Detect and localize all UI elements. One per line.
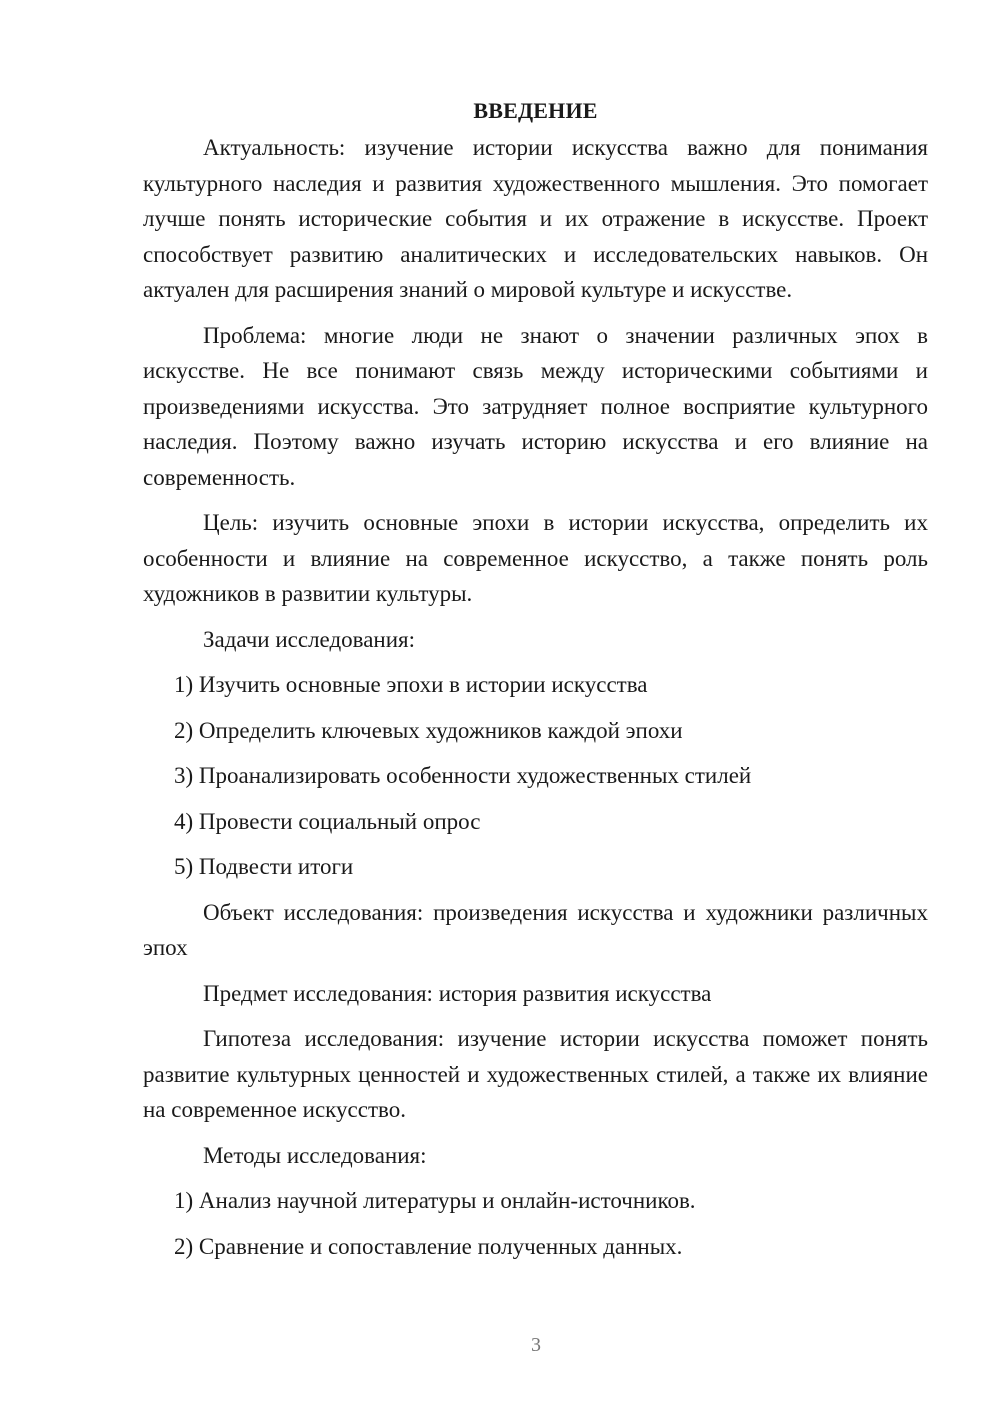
methods-label: Методы исследования:: [203, 1142, 427, 1168]
method-item: 1) Анализ научной литературы и онлайн-источников.: [174, 1188, 696, 1213]
tasks-list: [143, 667, 928, 885]
page-number: 3: [531, 1334, 541, 1356]
method-item: 2) Сравнение и сопоставление полученных данных.: [174, 1233, 683, 1259]
object-paragraph: Объект исследования: произведения искусства и художники различных эпох: [143, 899, 928, 960]
task-item: 3) Проанализировать особенности художественных стилей: [174, 763, 752, 788]
page-heading: ВВЕДЕНИЕ: [473, 98, 598, 123]
task-item: 2) Определить ключевых художников каждой эпохи: [174, 717, 683, 743]
task-item: 5) Подвести итоги: [174, 854, 354, 879]
tasks-label: Задачи исследования:: [203, 626, 416, 652]
goal-paragraph: Цель: изучить основные эпохи в истории искусства, определить их особенности и влияние на современное искусство, а также понять роль художников в развитии культуры.: [143, 510, 928, 606]
subject-paragraph: Предмет исследования: история развития искусства: [203, 980, 712, 1006]
hypothesis-paragraph: Гипотеза исследования: изучение истории искусства поможет понять развитие культурных ценностей и художественных стилей, а также их влияние на современное искусство.: [143, 1026, 928, 1122]
task-item: 4) Провести социальный опрос: [174, 808, 481, 834]
problem-paragraph: Проблема: многие люди не знают о значении различных эпох в искусстве. Не все понимают связь между историческими событиями и произведениями искусства. Это затрудняет полное восприятие культурного наследия. Поэтому важно изучать историю искусства и его влияние на современность.: [143, 322, 928, 490]
page-content: [143, 96, 928, 1274]
methods-list: [143, 1183, 928, 1264]
relevance-paragraph: Актуальность: изучение истории искусства важно для понимания культурного наследия и развития художественного мышления. Это помогает лучше понять исторические события и их отражение в искусстве. Проект способствует развитию аналитических и исследовательских навыков. Он актуален для расширения знаний о мировой культуре и искусстве.: [143, 135, 928, 302]
task-item: 1) Изучить основные эпохи в истории искусства: [174, 672, 648, 697]
